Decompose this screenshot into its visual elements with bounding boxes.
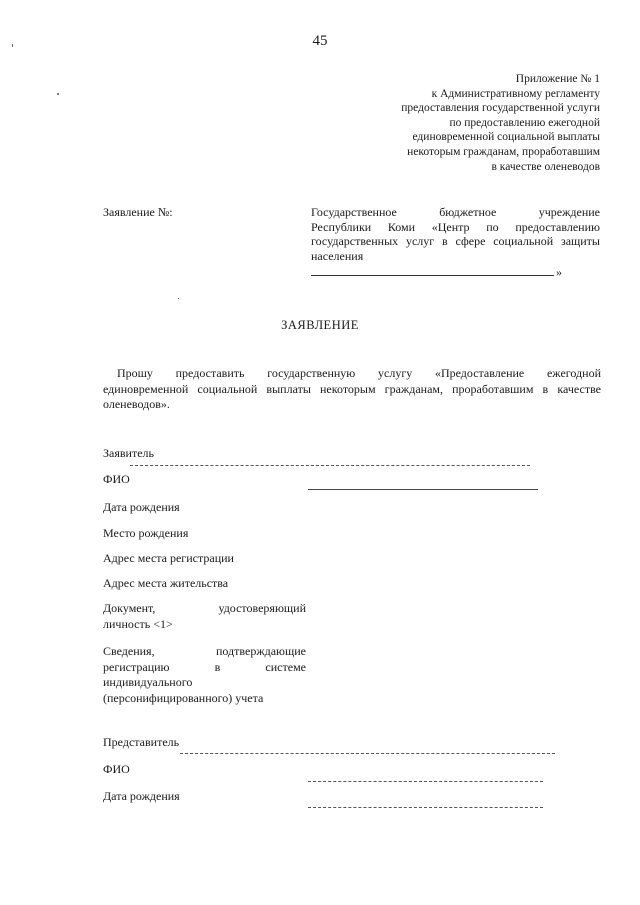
document-title: ЗАЯВЛЕНИЕ [281,318,359,332]
appendix-line: некоторым гражданам, проработавшим [407,145,600,158]
birth-date-label: Дата рождения [103,500,180,514]
representative-section-label: Представитель [103,735,180,749]
registration-address-label: Адрес места регистрации [103,551,234,565]
representative-fio-field[interactable] [308,781,543,782]
addressee-fill-line[interactable] [311,275,554,276]
appendix-line: в качестве оленеводов [491,160,600,173]
representative-divider [180,753,555,754]
addressee-line: Государственное бюджетное учреждение [311,205,600,219]
paragraph-line: единовременной социальной выплаты некоторым гражданам, проработавшим в качестве [103,381,601,396]
fio-label: ФИО [103,472,130,486]
representative-birth-date-label: Дата рождения [103,789,180,803]
fio-field[interactable] [308,489,538,490]
scan-speck [57,93,59,95]
appendix-line: предоставления государственной услуги [401,102,600,115]
application-number-label: Заявление №: [103,205,173,219]
birth-place-label: Место рождения [103,526,189,540]
appendix-line: к Административному регламенту [431,87,600,100]
id-document-label [103,601,306,632]
registration-info-line: (персонифицированного) учета [103,690,264,705]
applicant-section-label: Заявитель [103,446,154,460]
id-document-line: Документ, удостоверяющий [103,601,306,615]
registration-info-label [103,644,306,706]
scan-speck [178,298,179,299]
registration-info-line: индивидуального [103,675,193,689]
closing-quote: » [556,265,562,279]
addressee-last-line: населения [311,248,364,263]
addressee-line: государственных услуг в сфере социальной защиты [311,234,600,249]
page-number: 45 [312,33,328,49]
appendix-line: по предоставлению ежегодной [449,116,600,129]
id-document-line: личность <1> [103,616,173,631]
scan-speck [12,44,13,47]
appendix-line: Приложение № 1 [515,73,600,85]
registration-info-line: Сведения, подтверждающие [103,644,306,658]
appendix-header [340,72,600,174]
representative-birth-date-field[interactable] [308,807,543,808]
appendix-line: единовременной социальной выплаты [412,131,600,144]
residence-address-label: Адрес места жительства [103,576,229,590]
applicant-divider [130,465,530,466]
addressee-block [311,205,600,263]
paragraph-line: оленеводов». [103,397,170,411]
request-paragraph [103,366,601,413]
paragraph-line: Прошу предоставить государственную услугу «Предоставление ежегодной [117,366,601,380]
registration-info-line: регистрацию в системе [103,659,306,674]
representative-fio-label: ФИО [103,762,130,776]
addressee-line: Республики Коми «Центр по предоставлению [311,219,600,234]
